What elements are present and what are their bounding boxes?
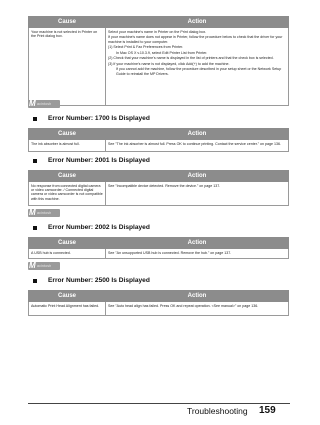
action-header: Action (106, 171, 289, 182)
cause-action-table-2001 (28, 170, 289, 206)
action-header: Action (106, 17, 289, 28)
badge-letter: M (29, 209, 36, 217)
section-heading: Error Number: 2500 Is Displayed (48, 277, 150, 284)
badge-text: acintosh (37, 264, 52, 268)
action-step: (1) Select Print & Fax Preferences from Printer. (108, 45, 184, 50)
bullet-icon (33, 159, 37, 163)
action-cell (106, 28, 289, 106)
action-header: Action (106, 238, 289, 249)
cause-cell: A USB hub is connected. (29, 249, 106, 259)
action-step: (2) Check that your machine's name is displayed in the list of printers and that the check box is selected. (108, 56, 274, 61)
badge-letter: M (29, 100, 36, 108)
cause-header: Cause (29, 291, 106, 302)
action-line: If your machine's name does not appear in Printer, follow the procedure below to check that the driver for your machine is installed to your computer. (108, 35, 283, 44)
action-line: Select your machine's name in Printer on the Print dialog box. (108, 29, 207, 34)
action-cell: See "An unsupported USB hub is connected. Remove the hub." on page 137. (106, 249, 289, 259)
cause-action-table-2500 (28, 290, 289, 316)
action-step: (3) If your machine's name is not displayed, click Add(+) to add the machine. (108, 61, 230, 66)
macintosh-badge (28, 262, 60, 270)
badge-letter: M (29, 262, 36, 270)
cause-header: Cause (29, 238, 106, 249)
section-heading: Error Number: 2001 Is Displayed (48, 157, 150, 164)
section-heading: Error Number: 2002 Is Displayed (48, 224, 150, 231)
cause-action-table-printer (28, 16, 289, 106)
action-note: In Mac OS X v.10.3.9, select Edit Printer List from Printer. (116, 50, 208, 55)
action-header: Action (106, 291, 289, 302)
action-cell: See "The ink absorber is almost full. Press OK to continue printing. Contact the service center." on page 136. (106, 140, 289, 152)
cause-action-table-1700 (28, 128, 289, 152)
badge-text: acintosh (37, 211, 52, 215)
section-heading: Error Number: 1700 Is Displayed (48, 115, 150, 122)
cause-cell: Your machine is not selected in Printer on the Print dialog box. (29, 28, 106, 106)
bullet-icon (33, 279, 37, 283)
footer-divider (28, 403, 290, 404)
cause-cell: No response from connected digital camera or video camcorder. / Connected digital camera or video camcorder is not compatible with this machine. (29, 182, 106, 206)
cause-header: Cause (29, 129, 106, 140)
cause-header: Cause (29, 17, 106, 28)
action-note: If you cannot add the machine, follow the procedure described in your setup sheet or the Network Setup Guide to reinstall the MP Drivers. (116, 67, 282, 76)
macintosh-badge (28, 100, 60, 108)
action-cell: See "Auto head align has failed. Press OK and repeat operation. <See manual>" on page 136. (106, 302, 289, 316)
badge-text: acintosh (37, 102, 52, 106)
action-header: Action (106, 129, 289, 140)
cause-header: Cause (29, 171, 106, 182)
macintosh-badge (28, 209, 60, 217)
page-number: 159 (259, 405, 276, 416)
bullet-icon (33, 226, 37, 230)
action-cell: See "Incompatible device detected. Remove the device." on page 137. (106, 182, 289, 206)
cause-cell: The ink absorber is almost full. (29, 140, 106, 152)
cause-action-table-2002 (28, 237, 289, 259)
bullet-icon (33, 117, 37, 121)
cause-cell: Automatic Print Head Alignment has failed. (29, 302, 106, 316)
footer-section-title: Troubleshooting (187, 406, 248, 416)
